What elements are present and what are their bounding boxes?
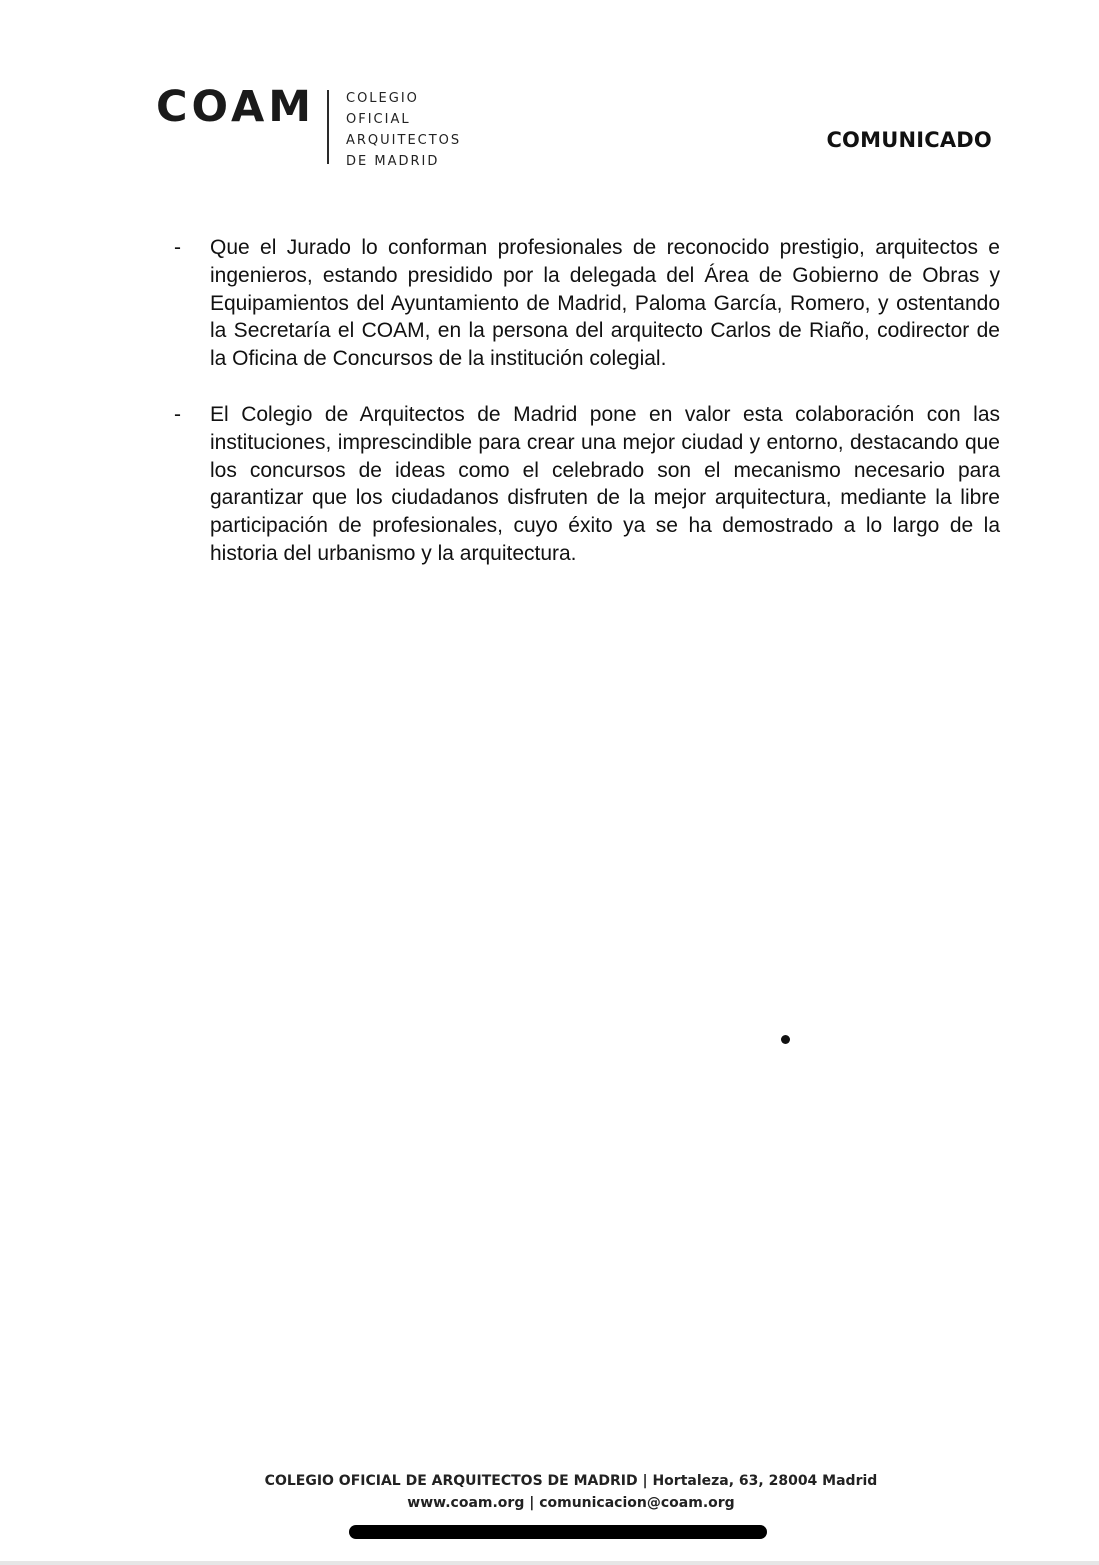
footer-contact: www.coam.org | comunicacion@coam.org — [407, 1495, 735, 1511]
bottom-edge — [0, 1561, 1099, 1565]
home-indicator-bar[interactable] — [349, 1525, 767, 1539]
logo-subtitle — [346, 88, 461, 172]
bullet-list — [174, 234, 1000, 596]
logo-line-4: DE MADRID — [346, 154, 440, 169]
bullet-marker: - — [174, 402, 181, 426]
bullet-marker: - — [174, 236, 181, 259]
logo-line-1: COLEGIO — [346, 91, 419, 106]
stray-dot — [781, 1035, 790, 1044]
bullet-item-colegio — [174, 401, 1000, 568]
bullet-text: El Colegio de Arquitectos de Madrid pone en valor esta colaboración con las instituciones, imprescindible para crear una mejor ciudad y entorno, destacando que los concursos de ideas como el celebrado son el mecanismo necesario para garantizar que los ciudadanos disfruten de la mejor arquitectura, mediante la libre participación de profesionales, cuyo éxito ya se ha demostrado a lo largo de la historia del urbanismo y la arquitectura. — [210, 402, 1000, 565]
bullet-item-jurado — [174, 234, 1000, 373]
page-footer — [0, 1470, 1099, 1514]
logo-line-2: OFICIAL — [346, 112, 411, 127]
logo-wordmark: COAM — [156, 82, 316, 132]
document-type-heading: COMUNICADO — [826, 128, 992, 152]
bullet-text: Que el Jurado lo conforman profesionales de reconocido prestigio, arquitectos e ingenieros, estando presidido por la delegada del Área de Gobierno de Obras y Equipamientos del Ayuntamiento de Madrid, Paloma García, Romero, y ostentando la Secretaría el COAM, en la persona del arquitecto Carlos de Riaño, codirector de la Oficina de Concursos de la institución colegial. — [210, 236, 1000, 371]
footer-address: COLEGIO OFICIAL DE ARQUITECTOS DE MADRID | Hortaleza, 63, 28004 Madrid — [264, 1473, 878, 1489]
logo-line-3: ARQUITECTOS — [346, 133, 462, 148]
logo-divider — [327, 90, 329, 164]
